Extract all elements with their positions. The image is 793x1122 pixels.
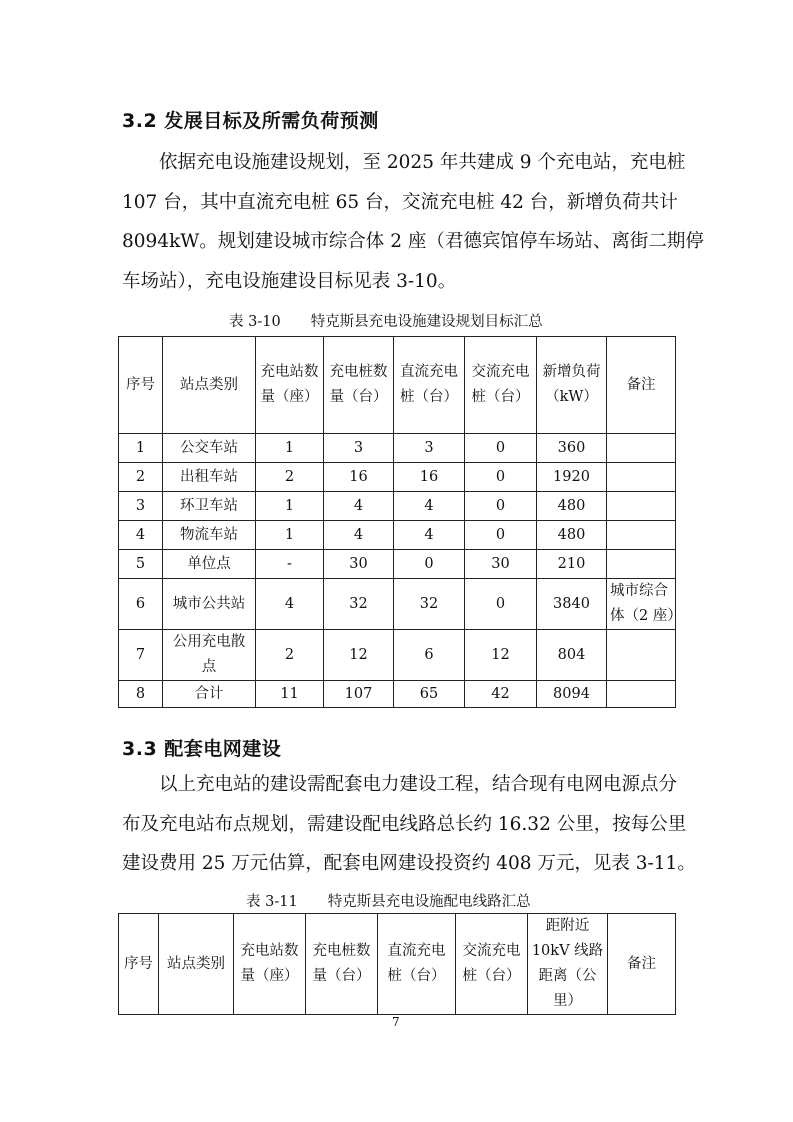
header-cell: [607, 337, 676, 434]
header-cell: [324, 337, 394, 434]
cell-text: 12: [349, 646, 368, 663]
table-row: [119, 434, 676, 463]
cell-text: 出租车站: [180, 468, 238, 485]
cell-text: 210: [557, 555, 586, 572]
header-cell: [119, 337, 163, 434]
header-cell: [119, 914, 159, 1015]
header-cell: [159, 914, 234, 1015]
paragraph-line: 以上充电站的建设需配套电力建设工程，结合现有电网电源点分: [159, 774, 678, 795]
cell-text: 32: [419, 595, 439, 612]
table-cell: [324, 434, 394, 463]
table-row: [119, 492, 676, 521]
table-3-10: [118, 336, 682, 708]
cell-text: 体（2 座）: [610, 608, 682, 624]
table-cell: [537, 492, 607, 521]
paragraph-line: 8094kW。规划建设城市综合体 2 座（君德宾馆停车场站、离街二期停: [122, 231, 704, 252]
table-header-row: [119, 337, 676, 434]
table-cell: [163, 463, 256, 492]
cell-text: 7: [135, 646, 146, 663]
cell-text: 物流车站: [180, 526, 238, 543]
cell-text: 4: [424, 497, 434, 514]
table-cell: [607, 492, 676, 521]
cell-text: 4: [353, 497, 364, 514]
table-cell: [163, 521, 256, 550]
cell-text: 12: [491, 646, 510, 663]
cell-text: 1: [284, 497, 295, 514]
table-cell: [256, 681, 324, 708]
table-header-row: [119, 914, 676, 1015]
cell-text: 合计: [194, 685, 224, 702]
header-cell: [456, 914, 528, 1015]
cell-text: 4: [135, 526, 146, 543]
cell-text: 环卫车站: [180, 497, 238, 514]
table-cell: [465, 630, 537, 681]
cell-text: 直流充电: [400, 364, 458, 380]
cell-text: 点: [201, 659, 217, 675]
table-3-11: [118, 913, 676, 1015]
cell-text: 10kV 线路: [531, 943, 604, 959]
table-cell: [163, 681, 256, 708]
cell-text: 804: [557, 646, 586, 663]
table-cell: [394, 681, 465, 708]
cell-text: 公用充电散: [172, 634, 246, 650]
cell-text: 量（台）: [329, 389, 388, 405]
header-cell: [163, 337, 256, 434]
paragraph-line: 依据充电设施建设规划，至 2025 年共建成 9 个充电站，充电桩: [159, 152, 686, 173]
paragraph-line: 107 台，其中直流充电桩 65 台，交流充电桩 42 台，新增负荷共计: [122, 191, 678, 213]
cell-text: 8: [135, 685, 146, 702]
paragraph-line: 车场站），充电设施建设目标见表 3-10。: [122, 270, 457, 292]
table-cell: [537, 434, 607, 463]
cell-text: 桩（台）: [387, 968, 446, 984]
table-cell: [119, 463, 163, 492]
table-cell: [607, 521, 676, 550]
table-cell: [256, 434, 324, 463]
table-cell: [119, 681, 163, 708]
table-caption-number: 表 3-10: [229, 314, 281, 330]
table-3-10-caption: [229, 310, 543, 331]
table-cell: [465, 521, 537, 550]
section-3-2-paragraph: [122, 143, 704, 301]
table-3-11-caption: [246, 890, 531, 911]
table-cell: [163, 630, 256, 681]
cell-text: 5: [135, 555, 146, 572]
cell-text: 30: [349, 555, 368, 572]
table-cell: [256, 492, 324, 521]
cell-text: 公交车站: [180, 439, 238, 456]
cell-text: 0: [495, 468, 506, 485]
cell-text: 量（座）: [260, 389, 319, 405]
cell-text: 1: [284, 526, 295, 543]
cell-text: 交流充电: [471, 364, 530, 380]
cell-text: 0: [495, 595, 506, 612]
cell-text: 4: [353, 526, 364, 543]
cell-text: 30: [491, 555, 510, 572]
cell-text: -: [287, 555, 292, 572]
section-3-3-paragraph: [122, 765, 694, 884]
table-row: [119, 521, 676, 550]
table-cell: [607, 579, 682, 630]
table-cell: [607, 630, 676, 681]
cell-text: 3: [135, 497, 146, 514]
cell-text: 65: [419, 685, 439, 702]
cell-text: 站点类别: [180, 376, 238, 393]
paragraph-line: 布及充电站布点规划，需建设配电线路总长约 16.32 公里，按每公里: [122, 813, 687, 835]
cell-text: 序号: [126, 376, 155, 393]
cell-text: 1920: [553, 468, 590, 485]
cell-text: 3: [353, 439, 364, 456]
cell-text: 4: [284, 595, 295, 612]
table-cell: [607, 463, 676, 492]
cell-text: 0: [495, 526, 506, 543]
cell-text: 1: [135, 439, 146, 456]
cell-text: 2: [284, 646, 295, 663]
table-cell: [119, 492, 163, 521]
page-number: 7: [392, 1015, 400, 1029]
cell-text: 充电站数: [260, 364, 319, 380]
cell-text: 11: [280, 685, 299, 702]
paragraph-line: 建设费用 25 万元估算，配套电网建设投资约 408 万元，见表 3-11。: [122, 853, 696, 874]
cell-text: 桩（台）: [462, 968, 521, 984]
cell-text: 城市综合: [610, 583, 668, 599]
table-cell: [537, 630, 607, 681]
cell-text: 0: [495, 497, 506, 514]
table-cell: [537, 521, 607, 550]
table-cell: [465, 579, 537, 630]
table-cell: [324, 579, 394, 630]
header-cell: [394, 337, 465, 434]
cell-text: 16: [419, 468, 439, 485]
table-cell: [163, 579, 256, 630]
table-cell: [394, 550, 465, 579]
table-cell: [119, 521, 163, 550]
table-caption-title: 特克斯县充电设施配电线路汇总: [327, 894, 531, 910]
table-cell: [394, 579, 465, 630]
table-cell: [465, 463, 537, 492]
cell-text: 桩（台）: [400, 389, 458, 405]
table-cell: [537, 579, 607, 630]
table-row: [119, 550, 676, 579]
cell-text: 站点类别: [167, 955, 225, 972]
table-cell: [119, 579, 163, 630]
table-cell: [324, 463, 394, 492]
section-heading-3-2: 3.2 发展目标及所需负荷预测: [122, 110, 379, 132]
cell-text: 2: [284, 468, 295, 485]
table-row: [119, 463, 676, 492]
cell-text: 充电桩数: [312, 943, 371, 959]
table-cell: [119, 550, 163, 579]
header-cell: [378, 914, 456, 1015]
table-cell: [465, 434, 537, 463]
table-cell: [256, 463, 324, 492]
table-cell: [119, 630, 163, 681]
table-cell: [256, 521, 324, 550]
table-cell: [394, 521, 465, 550]
cell-text: 4: [424, 526, 434, 543]
cell-text: 距离（公里）: [538, 968, 597, 1009]
table-cell: [324, 521, 394, 550]
table-cell: [163, 434, 256, 463]
table-cell: [607, 681, 676, 708]
table-cell: [324, 492, 394, 521]
header-cell: [234, 914, 306, 1015]
cell-text: 备注: [627, 955, 656, 972]
cell-text: 32: [349, 595, 368, 612]
table-cell: [163, 492, 256, 521]
table-caption-number: 表 3-11: [246, 894, 298, 910]
cell-text: 6: [424, 646, 434, 663]
cell-text: 360: [557, 439, 586, 456]
header-cell: [528, 914, 608, 1015]
header-cell: [465, 337, 537, 434]
cell-text: 交流充电: [462, 943, 521, 959]
cell-text: 8094: [553, 685, 590, 702]
table-row: [119, 681, 676, 708]
table-cell: [537, 463, 607, 492]
cell-text: 2: [135, 468, 146, 485]
table-cell: [537, 681, 607, 708]
cell-text: 充电桩数: [329, 364, 388, 380]
table-cell: [465, 681, 537, 708]
table-cell: [256, 579, 324, 630]
cell-text: 桩（台）: [471, 389, 530, 405]
cell-text: 480: [557, 497, 586, 514]
cell-text: 新增负荷: [542, 364, 601, 380]
cell-text: 107: [344, 685, 373, 702]
cell-text: 备注: [626, 376, 656, 393]
cell-text: 0: [424, 555, 434, 572]
table-cell: [394, 630, 465, 681]
cell-text: （kW）: [545, 389, 598, 405]
header-cell: [537, 337, 607, 434]
table-cell: [324, 630, 394, 681]
cell-text: 6: [135, 595, 146, 612]
table-cell: [119, 434, 163, 463]
table-cell: [607, 434, 676, 463]
table-row: [119, 630, 676, 681]
table-cell: [324, 550, 394, 579]
header-cell: [306, 914, 378, 1015]
table-row: [119, 579, 676, 630]
table-cell: [537, 550, 607, 579]
header-cell: [256, 337, 324, 434]
table-cell: [394, 434, 465, 463]
table-cell: [465, 492, 537, 521]
table-caption-title: 特克斯县充电设施建设规划目标汇总: [310, 314, 543, 330]
cell-text: 量（座）: [240, 968, 299, 984]
table-cell: [324, 681, 394, 708]
table-cell: [256, 550, 324, 579]
header-cell: [608, 914, 676, 1015]
table-cell: [607, 550, 676, 579]
cell-text: 城市公共站: [172, 595, 246, 612]
cell-text: 3840: [553, 595, 590, 612]
cell-text: 距附近: [545, 918, 590, 934]
cell-text: 42: [491, 685, 510, 702]
cell-text: 480: [557, 526, 586, 543]
cell-text: 1: [284, 439, 295, 456]
table-cell: [465, 550, 537, 579]
table-cell: [394, 492, 465, 521]
cell-text: 序号: [124, 955, 153, 972]
cell-text: 0: [495, 439, 506, 456]
cell-text: 充电站数: [240, 943, 299, 959]
cell-text: 直流充电: [387, 943, 446, 959]
table-cell: [163, 550, 256, 579]
cell-text: 16: [349, 468, 368, 485]
cell-text: 3: [424, 439, 434, 456]
cell-text: 单位点: [187, 555, 231, 572]
section-heading-3-3: 3.3 配套电网建设: [122, 738, 282, 760]
table-cell: [394, 463, 465, 492]
table-cell: [256, 630, 324, 681]
cell-text: 量（台）: [312, 968, 371, 984]
